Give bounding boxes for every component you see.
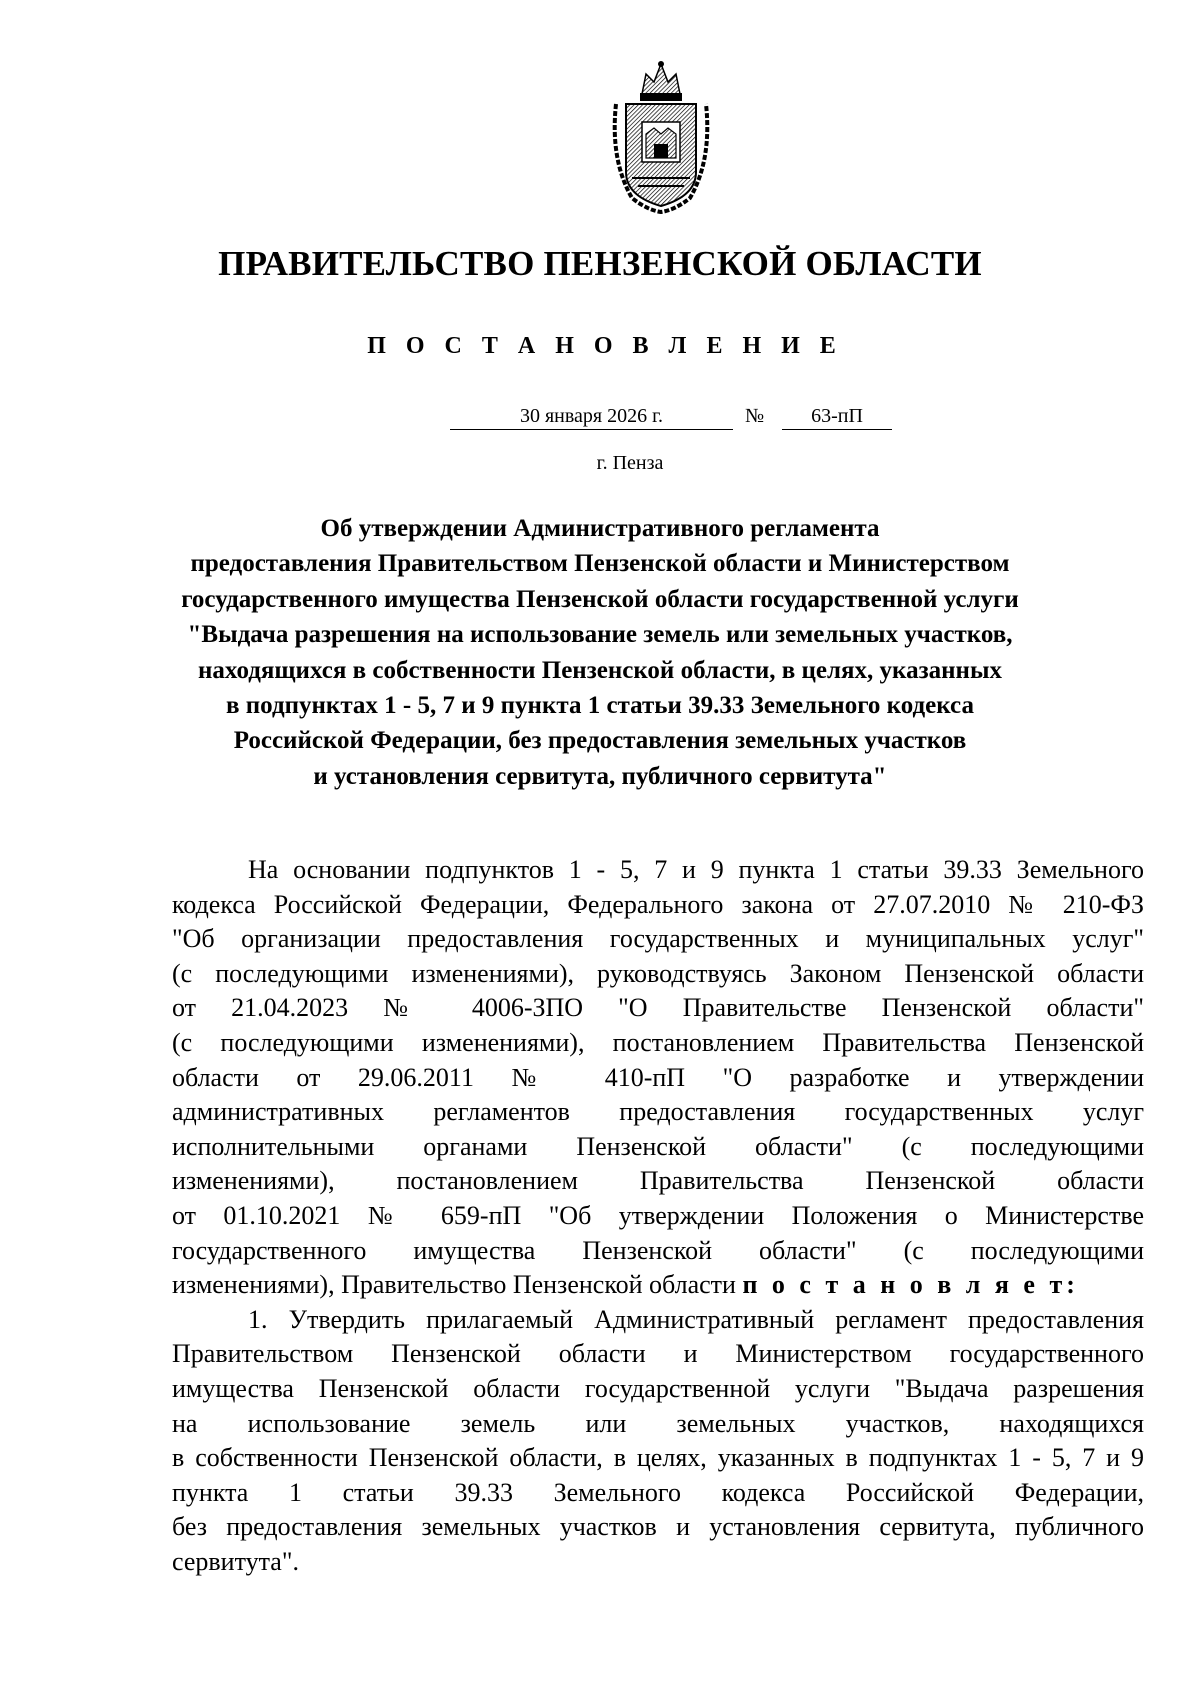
item-line: без предоставления земельных участков и установления сервитута, публичного xyxy=(172,1512,1144,1542)
preamble-line: кодекса Российской Федерации, Федерального закона от 27.07.2010 № 210-ФЗ xyxy=(172,889,1144,919)
preamble-line: (с последующими изменениями), постановлением Правительства Пензенской xyxy=(172,1027,1144,1057)
preamble-line: от 01.10.2021 № 659-пП "Об утверждении Положения о Министерстве xyxy=(172,1200,1144,1230)
preamble-line: На основании подпунктов 1 - 5, 7 и 9 пункта 1 статьи 39.33 Земельного xyxy=(248,855,1144,884)
resolves-word: п о с т а н о в л я е т: xyxy=(742,1270,1079,1300)
subject-line: государственного имущества Пензенской области государственной услуги xyxy=(181,585,1019,613)
subject-line: в подпунктах 1 - 5, 7 и 9 пункта 1 статьи 39.33 Земельного кодекса xyxy=(226,692,974,720)
government-title: ПРАВИТЕЛЬСТВО ПЕНЗЕНСКОЙ ОБЛАСТИ xyxy=(218,244,982,283)
document-body xyxy=(172,853,1144,1579)
preamble-line: "Об организации предоставления государственных и муниципальных услуг" xyxy=(172,924,1144,954)
item-line: пункта 1 статьи 39.33 Земельного кодекса Российской Федерации, xyxy=(172,1477,1144,1507)
document-number: 63-пП xyxy=(782,405,892,430)
coat-of-arms-icon xyxy=(602,60,720,215)
subject-line: Об утверждении Административного регламента xyxy=(320,515,880,542)
document-date: 30 января 2026 г. xyxy=(450,405,733,430)
item-line: имущества Пензенской области государственной услуги "Выдача разрешения xyxy=(172,1373,1144,1403)
subject-line: Российской Федерации, без предоставления земельных участков xyxy=(233,727,967,755)
preamble-line: от 21.04.2023 № 4006-ЗПО "О Правительстве Пензенской области" xyxy=(172,993,1144,1023)
item-line: в собственности Пензенской области, в целях, указанных в подпунктах 1 - 5, 7 и 9 xyxy=(172,1443,1144,1473)
preamble-line: (с последующими изменениями), руководствуясь Законом Пензенской области xyxy=(172,958,1144,988)
item-last-line: сервитута". xyxy=(172,1546,299,1576)
item-line: на использование земель или земельных участков, находящихся xyxy=(172,1408,1144,1438)
preamble-line: изменениями), постановлением Правительства Пензенской области xyxy=(172,1166,1144,1196)
document-subject xyxy=(140,511,1060,794)
preamble-line-text: изменениями), Правительство Пензенской области xyxy=(172,1270,736,1300)
preamble-line: области от 29.06.2011 № 410-пП "О разработке и утверждении xyxy=(172,1062,1144,1092)
preamble-line: административных регламентов предоставления государственных услуг xyxy=(172,1097,1144,1127)
subject-line: "Выдача разрешения на использование земель или земельных участков, xyxy=(187,621,1013,649)
preamble-paragraph xyxy=(172,853,1144,1303)
preamble-last-line xyxy=(172,1268,1144,1303)
city-label: г. Пенза xyxy=(596,452,664,474)
subject-line: находящихся в собственности Пензенской области, в целях, указанных xyxy=(198,656,1002,684)
number-sign: № xyxy=(745,405,765,427)
item-line: 1. Утвердить прилагаемый Административный регламент предоставления xyxy=(248,1304,1144,1334)
item-1-paragraph xyxy=(172,1303,1144,1580)
document-type-heading: П О С Т А Н О В Л Е Н И Е xyxy=(367,333,843,359)
subject-line: и установления сервитута, публичного сервитута" xyxy=(313,762,887,790)
subject-line: предоставления Правительством Пензенской области и Министерством xyxy=(190,550,1010,578)
preamble-line: государственного имущества Пензенской области" (с последующими xyxy=(172,1235,1144,1265)
item-line: Правительством Пензенской области и Министерством государственного xyxy=(172,1339,1144,1369)
preamble-line: исполнительными органами Пензенской области" (с последующими xyxy=(172,1131,1144,1161)
